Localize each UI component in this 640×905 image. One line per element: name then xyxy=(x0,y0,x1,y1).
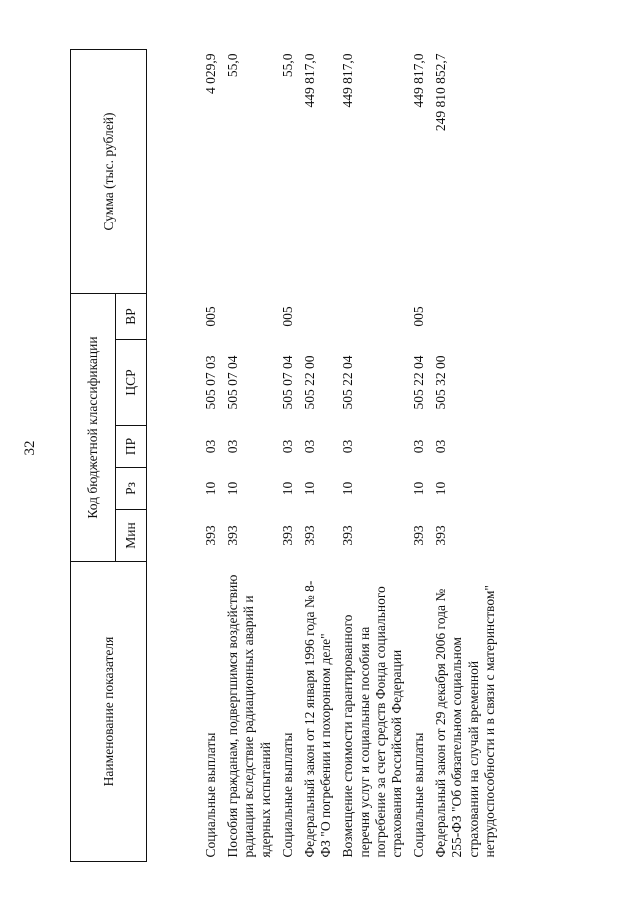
row-min: 393 xyxy=(225,525,241,546)
row-pr: 03 xyxy=(411,439,427,454)
row-min: 393 xyxy=(411,525,427,546)
row-vr xyxy=(337,293,408,339)
table-row xyxy=(147,49,223,861)
row-min: 393 xyxy=(203,525,218,546)
table-row xyxy=(277,49,299,861)
row-name: Федеральный закон от 12 января 1996 года № 8-ФЗ "О погребении и похоронном деле" xyxy=(301,580,334,858)
row-rz: 10 xyxy=(340,481,356,496)
table-row xyxy=(222,49,277,861)
row-pr: 03 xyxy=(203,439,218,454)
row-sum: 4 029,9 xyxy=(203,53,218,94)
row-pr: 03 xyxy=(340,439,356,454)
header-min: Мин xyxy=(116,510,147,562)
row-pr: 03 xyxy=(433,439,449,454)
header-csr: ЦСР xyxy=(116,340,147,426)
row-vr: 005 xyxy=(279,306,295,327)
row-csr: 505 32 00 xyxy=(433,355,449,410)
row-rz: 10 xyxy=(225,481,241,496)
table-row xyxy=(337,49,408,861)
row-vr xyxy=(222,293,277,339)
row-pr: 03 xyxy=(279,439,295,454)
row-name: Пособия гражданам, подвергшимся воздействию радиации вследствие радиационных аварий и ядерных испытаний xyxy=(225,574,273,858)
row-pr: 03 xyxy=(301,439,317,454)
table-body xyxy=(147,49,502,861)
table-row xyxy=(430,49,501,861)
header-code-group: Код бюджетной классификации xyxy=(71,293,116,561)
row-vr: 005 xyxy=(411,306,427,327)
row-name: Социальные выплаты xyxy=(411,732,427,858)
row-csr: 505 22 00 xyxy=(301,355,317,410)
header-name: Наименование показателя xyxy=(71,562,147,862)
header-pr: ПР xyxy=(116,426,147,468)
row-sum: 249 810 852,7 xyxy=(433,53,449,132)
row-min: 393 xyxy=(279,525,295,546)
row-sum: 449 817,0 xyxy=(340,53,356,108)
row-rz: 10 xyxy=(301,481,317,496)
row-csr: 505 22 04 xyxy=(340,355,356,410)
row-min: 393 xyxy=(340,525,356,546)
header-rz: Рз xyxy=(116,468,147,510)
row-vr xyxy=(430,293,501,339)
row-name: Федеральный закон от 29 декабря 2006 года № 255-ФЗ "Об обязательном социальном страховании на случай временной нетрудоспособности и в связи с материнством" xyxy=(433,585,497,858)
table-container xyxy=(70,50,590,862)
budget-table xyxy=(70,49,501,862)
row-rz: 10 xyxy=(433,481,449,496)
row-csr: 505 07 04 xyxy=(279,355,295,410)
row-min: 393 xyxy=(433,525,449,546)
row-min: 393 xyxy=(301,525,317,546)
row-csr: 505 22 04 xyxy=(411,355,427,410)
row-vr xyxy=(299,293,337,339)
row-sum: 449 817,0 xyxy=(411,53,427,108)
row-sum: 449 817,0 xyxy=(301,53,317,108)
row-pr: 03 xyxy=(225,439,241,454)
row-name: Возмещение стоимости гарантированного перечня услуг и социальные пособия на погребение за счет средств Фонда социального страхования Российской Федерации xyxy=(340,586,404,858)
page-number: 32 xyxy=(22,440,38,456)
row-rz: 10 xyxy=(411,481,427,496)
row-sum: 55,0 xyxy=(225,53,241,78)
row-rz: 10 xyxy=(279,481,295,496)
row-name: Социальные выплаты xyxy=(203,732,218,858)
row-csr: 505 07 04 xyxy=(225,355,241,410)
table-row xyxy=(408,49,430,861)
table-row xyxy=(299,49,337,861)
row-vr: 005 xyxy=(203,306,218,327)
row-csr: 505 07 03 xyxy=(203,355,218,410)
table-header xyxy=(71,49,147,861)
row-rz: 10 xyxy=(203,481,218,496)
header-vr: ВР xyxy=(116,293,147,339)
row-sum: 55,0 xyxy=(279,53,295,78)
rotated-page xyxy=(70,50,590,862)
row-name: Социальные выплаты xyxy=(279,732,295,858)
header-sum: Сумма (тыс. рублей) xyxy=(71,49,147,293)
